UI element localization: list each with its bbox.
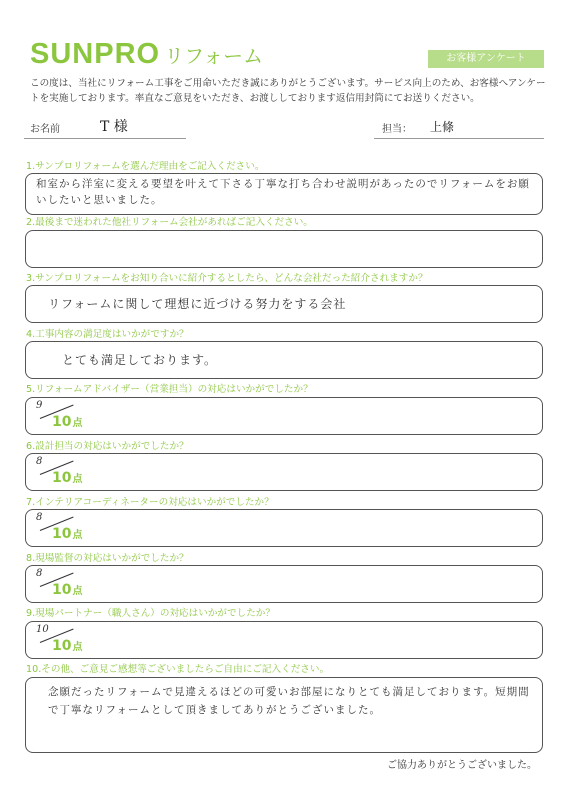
answer-box-5	[25, 397, 543, 435]
customer-name-value: T 様	[100, 119, 128, 135]
survey-badge: お客様アンケート	[428, 50, 544, 68]
question-8: 8.現場監督の対応はいかがでしたか？	[26, 553, 189, 564]
handwritten-score-9: 10	[36, 624, 49, 635]
staff-line	[374, 138, 544, 139]
handwritten-score-7: 8	[36, 512, 43, 523]
answer-box-9	[25, 621, 543, 659]
question-2: 2.最後まで迷われた他社リフォーム会社があればご記入ください。	[26, 217, 313, 228]
question-10: 10.その他、ご意見ご感想等ございましたらご自由にご記入ください。	[26, 664, 330, 675]
max-score-9: 10点	[52, 638, 83, 654]
max-score-6: 10点	[52, 470, 83, 486]
intro-text: この度は、当社にリフォーム工事をご用命いただき誠にありがとうございます。サービス向上のため、お客様へアンケートを実施しております。率直なご意見をいただき、お渡ししております返信用封筒にてお送りください。	[30, 78, 546, 104]
answer-3: リフォームに関して理想に近づける努力をする会社	[48, 297, 347, 311]
handwritten-score-5: 9	[36, 400, 43, 411]
customer-name-label: お名前	[30, 124, 60, 135]
brand-sub: リフォーム	[164, 44, 264, 68]
handwritten-score-6: 8	[36, 456, 43, 467]
answer-box-2	[25, 230, 543, 268]
footer-thanks: ご協力ありがとうございました。	[387, 760, 537, 771]
max-score-7: 10点	[52, 526, 83, 542]
question-9: 9.現場パートナー（職人さん）の対応はいかがでしたか？	[26, 608, 275, 619]
question-4: 4.工事内容の満足度はいかがですか？	[26, 329, 189, 340]
answer-box-7	[25, 509, 543, 547]
staff-label: 担当：	[382, 124, 412, 135]
answer-box-8	[25, 565, 543, 603]
max-score-5: 10点	[52, 414, 83, 430]
brand-logo	[30, 38, 263, 71]
answer-4: とても満足しております。	[62, 353, 218, 367]
question-7: 7.インテリアコーディネーターの対応はいかがでしたか？	[26, 497, 274, 508]
customer-name-line	[24, 138, 186, 139]
answer-1: 和室から洋室に変える要望を叶えて下さる丁寧な打ち合わせ説明があったのでリフォームをお願いしたいと思いました。	[36, 178, 530, 206]
question-1: 1.サンプロリフォームを選んだ理由をご記入ください。	[26, 161, 265, 172]
max-score-8: 10点	[52, 582, 83, 598]
answer-box-6	[25, 453, 543, 491]
handwritten-score-8: 8	[36, 568, 43, 579]
answer-10: 念願だったリフォームで見違えるほどの可愛いお部屋になりとても満足しております。短期間で丁寧なリフォームとして頂きましてありがとうございました。	[48, 686, 530, 716]
staff-value: 上條	[430, 120, 455, 134]
question-6: 6.設計担当の対応はいかがでしたか？	[26, 441, 189, 452]
question-3: 3.サンプロリフォームをお知り合いに紹介するとしたら、どんな会社だった紹介されますか？	[26, 273, 428, 284]
brand-name: SUNPRO	[30, 38, 161, 70]
question-5: 5.リフォームアドバイザー（営業担当）の対応はいかがでしたか？	[26, 384, 313, 395]
